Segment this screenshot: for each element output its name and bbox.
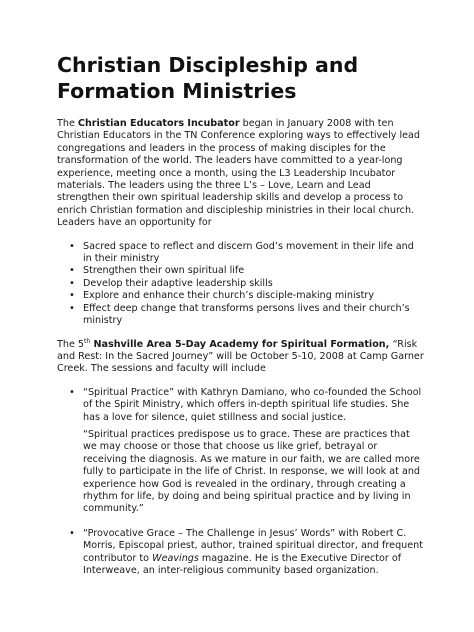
list-item: • Develop their adaptive leadership skills [83,278,424,290]
session-description: “Spiritual Practice” with Kathryn Damiano, who co-founded the School of the Spirit Ministry, which offers in-depth spiritual life studies. She has a love for silence, quiet stillness and social justice. [83,386,422,423]
session-list [57,387,424,578]
list-item: • Explore and enhance their church’s disciple-making ministry [83,290,424,302]
incubator-name: Christian Educators Incubator [77,118,240,129]
list-item: • Strengthen their own spiritual life [83,265,424,277]
opportunity-list [57,241,424,328]
academy-name: Nashville Area 5-Day Academy for Spiritual Formation, [90,338,393,350]
academy-paragraph: The 5th Nashville Area 5-Day Academy for Spiritual Formation, “Risk and Rest: In the Sacred Journey” will be October 5-10, 2008 at Camp Garner Creek. The sessions and faculty will include [57,337,424,375]
list-item: • Sacred space to reflect and discern God’s movement in their life and in their ministry [83,241,424,266]
session-item: • “Provocative Grace – The Challenge in Jesus’ Words” with Robert C. Morris, Episcopal priest, author, trained spiritual director, and frequent contributor to Weavings magazine. He is the Executive Director of Interweave, an inter-religious community based organization. [83,528,424,578]
session-item [83,387,424,516]
title-line-1: Christian Discipleship and [57,53,359,77]
list-item: • Effect deep change that transforms persons lives and their church’s ministry [83,303,424,328]
magazine-title: Weavings [152,552,199,564]
intro-paragraph: The Christian Educators Incubator began in January 2008 with ten Christian Educators in the TN Conference exploring ways to effectively lead congregations and leaders in the process of making disciples for the transformation of the world. The leaders have committed to a year-long experience, meeting once a month, using the L3 Leadership Incubator materials. The leaders using the three L’s – Love, Learn and Lead strengthen their own spiritual leadership skills and develop a process to enrich Christian formation and discipleship ministries in their local church. Leaders have an opportunity for [57,118,421,229]
session-quote: “Spiritual practices predispose us to grace. These are practices that we may choose or those that choose us like grief, betrayal or receiving the diagnosis. As we mature in our faith, we are called more fully to participate in the life of Christ. In response, we will look at and experience how God is revealed in the ordinary, through creating a rhythm for life, by doing and being spiritual practice and by living in community.” [83,428,421,515]
title-line-2: Formation Ministries [57,79,297,103]
page-title [57,52,424,104]
